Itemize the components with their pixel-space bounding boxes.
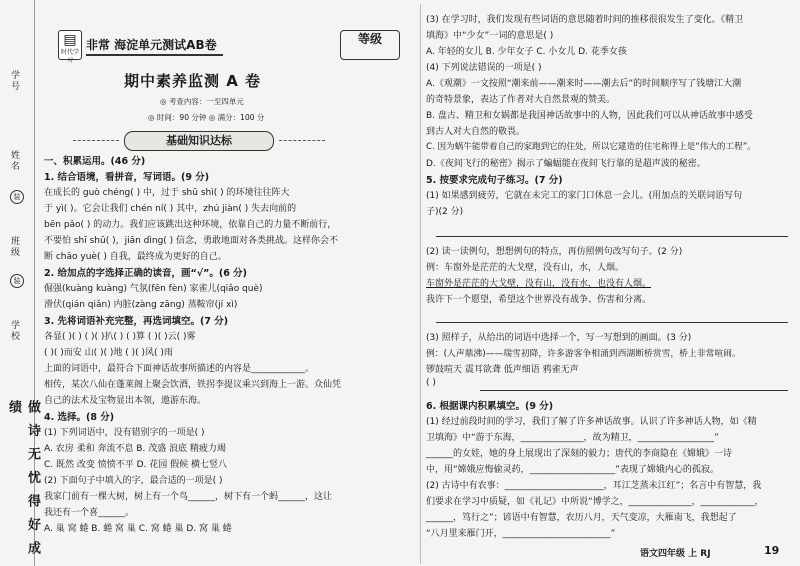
- logo-text: 时代学习: [60, 49, 79, 64]
- page-title: 期中素养监测 A 卷: [124, 72, 262, 90]
- question-line: ( ): [426, 378, 436, 388]
- question-line: 例：车窗外是茫茫的大戈壁，没有山，水，人烟。: [426, 263, 625, 273]
- margin-circle-mark: 装: [10, 190, 24, 204]
- question-line: 子)(2 分): [426, 207, 464, 217]
- question-line: 上面的词语中，最符合下面神话故事所描述的内容是____________。: [44, 364, 315, 374]
- question-line: 到古人对大自然的敬畏。: [426, 127, 526, 137]
- exam-scope: ◎ 考查内容：一至四单元: [160, 97, 244, 106]
- exam-time-score: ◎ 时间：90 分钟 ◎ 满分：100 分: [148, 113, 265, 122]
- series-title: 非常 海淀单元测试AB卷: [86, 36, 223, 56]
- question-line: 自己的法术及宝物显出本领，遨游东海。: [44, 396, 207, 406]
- question-heading: 4. 选择。(8 分): [44, 412, 115, 423]
- question-line: (3) 照样子，从给出的词语中选择一个，写一写想到的画面。(3 分): [426, 333, 692, 343]
- answer-line[interactable]: [480, 390, 788, 391]
- publisher-logo: [58, 30, 82, 64]
- question-heading: 一、积累运用。(46 分): [44, 156, 146, 167]
- question-line: ______的女娃，她的身上展现出了深刻的毅力；唐代的李商隐在《嫦娥》一诗: [426, 449, 733, 459]
- question-line: 例：(人声鼎沸)——瑞雪初降，许多游客争相涌到西湖断桥赏雪，桥上非常喧闹。: [426, 349, 741, 359]
- question-line: C. 既然 改变 愤愤不平 D. 花园 假候 横七竖八: [44, 460, 227, 470]
- question-heading: 5. 按要求完成句子练习。(7 分): [426, 175, 563, 186]
- binding-margin: [0, 0, 40, 566]
- question-line: (4) 下列说法错误的一项是( ): [426, 63, 542, 73]
- question-line: 我家门前有一棵大树，树上有一个鸟______，树下有一个蚂______，这让: [44, 492, 333, 502]
- question-line: 倔强(kuàng kuàng) 气氛(fēn fèn) 家雀儿(qiǎo què): [44, 284, 263, 294]
- question-line: 在成长的 guò chéng( ) 中，过于 shū shì( ) 的环境往往阵大: [44, 188, 290, 198]
- question-line: 车窗外是茫茫的大戈壁，没有山，没有水，也没有人烟。: [426, 279, 652, 289]
- question-heading: 1. 结合语境，看拼音，写词语。(9 分): [44, 172, 210, 183]
- question-line: A. 年轻的女儿 B. 少年女子 C. 小女儿 D. 花季女孩: [426, 47, 627, 57]
- question-line: 的奇特景象，表达了作者对大自然景观的赞美。: [426, 95, 616, 105]
- question-line: 们要求在学习中质疑，如《礼记》中所说“博学之，______________，____________，: [426, 497, 764, 507]
- page-number: 19: [764, 544, 780, 557]
- question-line: ( )( )而安 山( )( )地 ( )( )风( )雨: [44, 348, 173, 358]
- question-line: (1) 如果感到疲劳，它就在未完工的家门口休息一会儿。(用加点的关联词语写句: [426, 191, 743, 201]
- question-line: A. 农房 柔和 奔流不息 B. 茂盛 浪底 精疲力竭: [44, 444, 226, 454]
- question-line: 断 chāo yuè( ) 自我，最终成为更好的自己。: [44, 252, 227, 262]
- question-line: 不要怕 shī shū( )，jiān dìng( ) 信念，勇敢地面对各类挑战。这样你会不: [44, 236, 339, 246]
- question-heading: 6. 根据课内积累填空。(9 分): [426, 401, 554, 412]
- question-line: (2) 读一读例句，想想例句的特点，再仿照例句改写句子。(2 分): [426, 247, 683, 257]
- series-header: [58, 32, 280, 64]
- question-heading: 2. 给加点的字选择正确的读音，画“√”。(6 分): [44, 268, 247, 279]
- question-line: 卫填海》中“游于东海，______________，故为精卫，_________________”: [426, 433, 719, 443]
- question-line: D.《夜间飞行的秘密》揭示了蝙蝠能在夜间飞行靠的是超声波的秘密。: [426, 159, 706, 169]
- question-line: 中，用“嫦娥应悔偷灵药，___________________”表现了嫦娥内心的孤寂。: [426, 465, 719, 475]
- question-line: 相传，某次八仙在蓬莱阁上聚会饮酒，铁拐李提议乘兴到海上一游。众仙凭: [44, 380, 342, 390]
- question-line: “八月里来雁门开，________________________”: [426, 529, 616, 539]
- answer-line[interactable]: [436, 322, 788, 323]
- question-line: C. 因为蜗牛能带着自己的家跑到它的住处，所以它建造的住宅称得上是“伟大的工程”。: [426, 142, 756, 152]
- margin-label-class: 班级: [9, 236, 19, 258]
- margin-label-name: 姓名: [9, 150, 19, 172]
- margin-circle-mark: 装: [10, 274, 24, 288]
- margin-slogan: 做 诗 无 忧 得 好 成 绩: [6, 400, 40, 558]
- question-line: (3) 在学习时，我们发现有些词语的意思随着时间的推移很很发生了变化。《精卫: [426, 15, 744, 25]
- question-line: 填海》中“少女”一词的意思是( ): [426, 31, 554, 41]
- section-banner: 基础知识达标: [124, 131, 274, 151]
- question-line: A. 巢 窝 蜷 B. 蜷 窝 巢 C. 窝 蜷 巢 D. 窝 巢 蜷: [44, 524, 232, 534]
- question-heading: 3. 先将词语补充完整，再选词填空。(7 分): [44, 316, 229, 327]
- footer-subject: 语文四年级 上 RJ: [640, 549, 711, 559]
- margin-label-student-id: 学号: [9, 70, 19, 92]
- question-line: (2) 古诗中有农事：______________________，耳江芝蒸未江红”；名言中有智慧，我: [426, 481, 762, 491]
- question-line: B. 盘古、精卫和女娲都是我国神话故事中的人物，因此我们可以从神话故事中感受: [426, 111, 753, 121]
- grade-label: 等级: [357, 32, 382, 46]
- question-line: (1) 下列词语中，没有错别字的一项是( ): [44, 428, 205, 438]
- margin-label-school: 学校: [9, 320, 19, 342]
- question-line: 锣鼓喧天 震耳欲聋 低声细语 鸦雀无声: [426, 365, 579, 375]
- question-line: 滑伏(qián qiǎn) 内脏(zàng zāng) 蒸鞍帘(jí xì): [44, 300, 238, 310]
- question-line: 我许下一个愿望，希望这个世界没有战争、伤害和分离。: [426, 295, 652, 305]
- book-icon: ▤: [63, 32, 77, 48]
- question-line: (1) 经过前段时间的学习，我们了解了许多神话故事。认识了许多神话人物，如《精: [426, 417, 757, 427]
- column-divider: [420, 4, 421, 564]
- question-line: 我还有一个喜______。: [44, 508, 135, 518]
- grade-box: [340, 30, 400, 60]
- question-line: 于 yì( )。它会让我们 chén ní( ) 其中，zhú jiàn( ) 失去向前的: [44, 204, 297, 214]
- question-line: (2) 下面句子中填入的字，最合适的一项是( ): [44, 476, 223, 486]
- question-line: bēn pǎo( ) 的动力。我们应该跳出这种环境，依靠自己的力量不断前行，: [44, 220, 337, 230]
- question-line: ______，笃行之”；谚语中有智慧，农历八月，天气变凉，大雁南飞，我想起了: [426, 513, 737, 523]
- answer-line[interactable]: [436, 236, 788, 237]
- question-line: 各显( )( ) ( )( )扒( ) ( )算 ( )( )云( )雾: [44, 332, 196, 342]
- question-line: A.《观潮》一文按照“潮来前——潮来时——潮去后”的时间顺序写了钱塘江大潮: [426, 79, 742, 89]
